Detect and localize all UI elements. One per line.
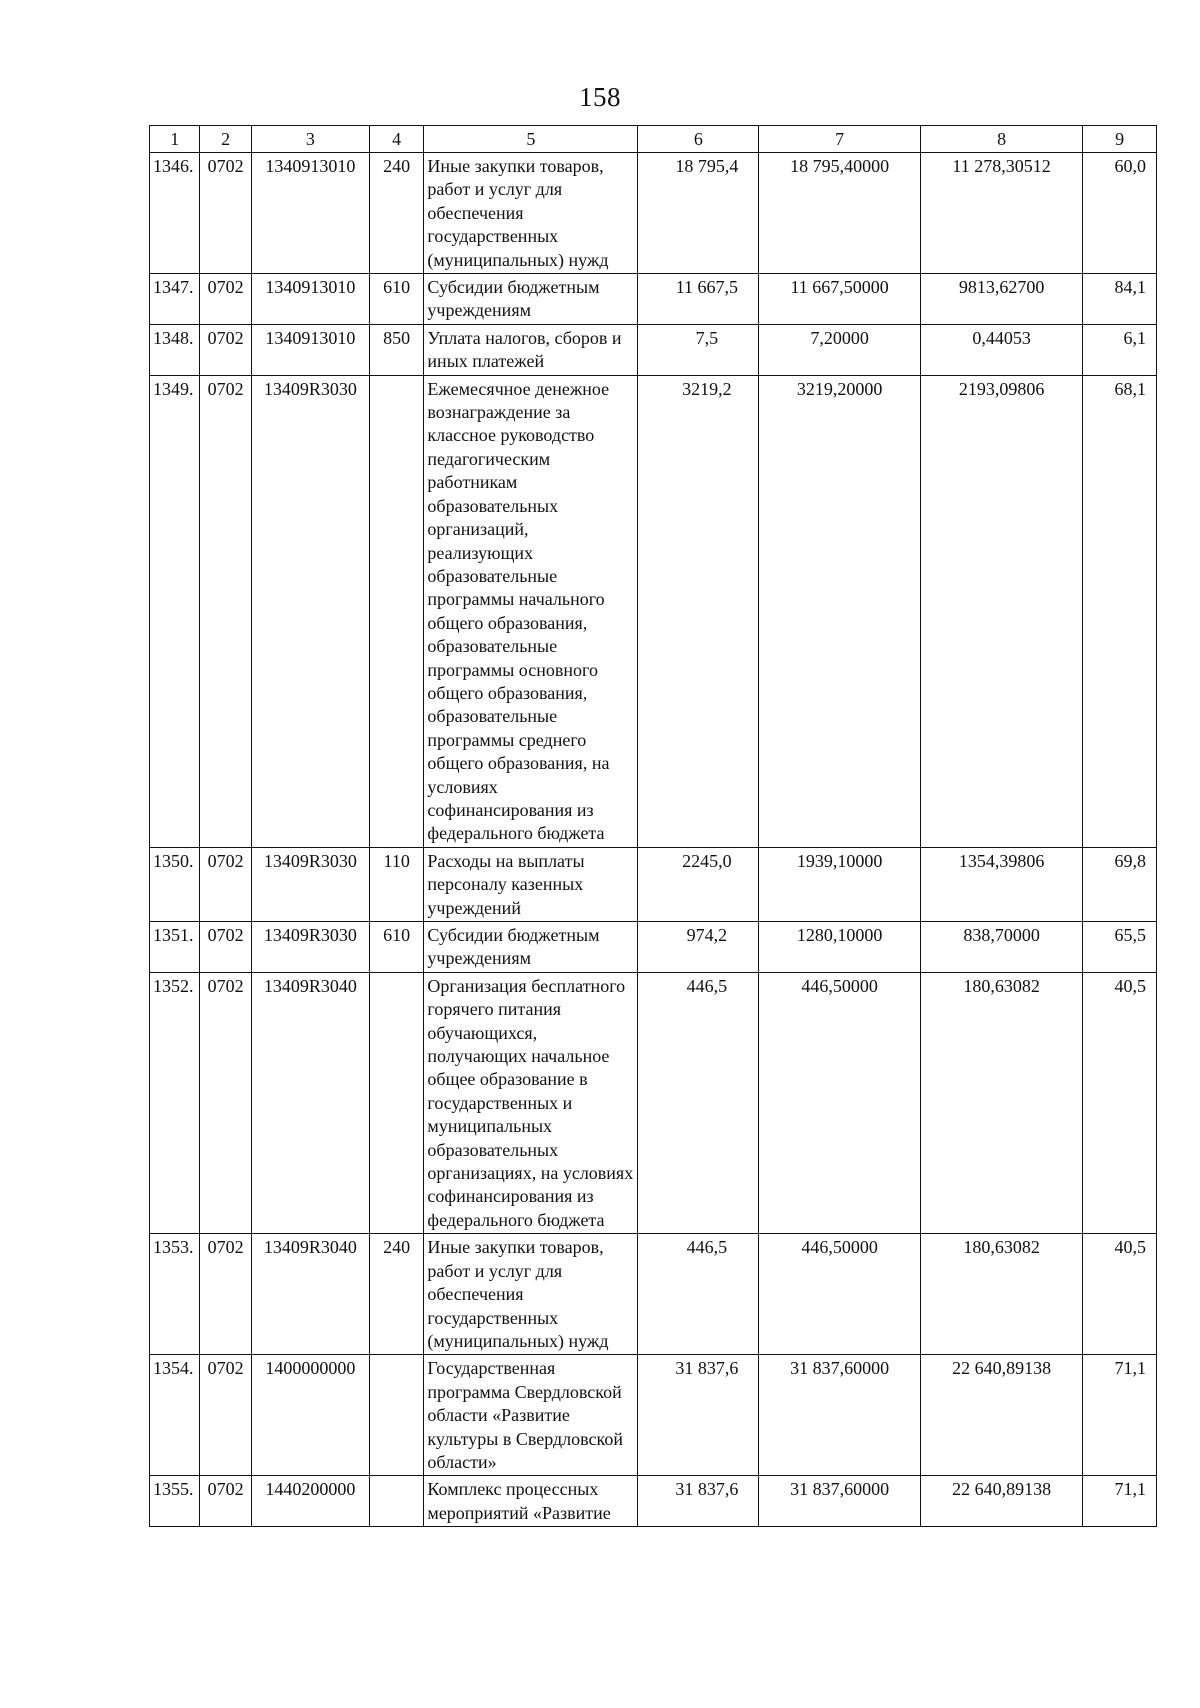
table-row xyxy=(150,847,1157,921)
amount-col8: 22 640,89138 xyxy=(920,1355,1082,1476)
expense-type-code xyxy=(369,1355,423,1476)
amount-col6: 2245,0 xyxy=(638,847,759,921)
amount-col8: 9813,62700 xyxy=(920,274,1082,325)
expense-type-code xyxy=(369,375,423,847)
row-number: 1354. xyxy=(150,1355,200,1476)
amount-col7: 11 667,50000 xyxy=(759,274,920,325)
column-header: 5 xyxy=(424,126,638,153)
amount-col8: 22 640,89138 xyxy=(920,1476,1082,1527)
row-number: 1346. xyxy=(150,153,200,274)
row-number: 1347. xyxy=(150,274,200,325)
item-description: Организация бесплатного горячего питания обучающихся, получающих начальное общее образование в государственных и муниципальных образовательных организациях, на условиях софинансирования из федерального бюджета xyxy=(424,972,638,1233)
amount-col7: 446,50000 xyxy=(759,1234,920,1355)
column-header: 8 xyxy=(920,126,1082,153)
amount-col7: 3219,20000 xyxy=(759,375,920,847)
column-header: 1 xyxy=(150,126,200,153)
expense-type-code xyxy=(369,1476,423,1527)
amount-col8: 838,70000 xyxy=(920,922,1082,973)
expense-type-code: 850 xyxy=(369,324,423,375)
section-code: 0702 xyxy=(200,847,251,921)
amount-col6: 11 667,5 xyxy=(638,274,759,325)
item-description: Уплата налогов, сборов и иных платежей xyxy=(424,324,638,375)
item-description: Комплекс процессных мероприятий «Развитие xyxy=(424,1476,638,1527)
section-code: 0702 xyxy=(200,324,251,375)
expense-type-code xyxy=(369,972,423,1233)
target-article-code: 1340913010 xyxy=(251,153,369,274)
column-header: 7 xyxy=(759,126,920,153)
amount-col7: 1280,10000 xyxy=(759,922,920,973)
table-row xyxy=(150,375,1157,847)
target-article-code: 13409R3030 xyxy=(251,847,369,921)
percent-col9: 84,1 xyxy=(1083,274,1157,325)
item-description: Расходы на выплаты персоналу казенных учреждений xyxy=(424,847,638,921)
column-header: 6 xyxy=(638,126,759,153)
percent-col9: 60,0 xyxy=(1083,153,1157,274)
page-number: 158 xyxy=(579,82,621,112)
amount-col8: 0,44053 xyxy=(920,324,1082,375)
expense-type-code: 240 xyxy=(369,1234,423,1355)
amount-col6: 446,5 xyxy=(638,1234,759,1355)
target-article-code: 1400000000 xyxy=(251,1355,369,1476)
amount-col6: 18 795,4 xyxy=(638,153,759,274)
amount-col8: 180,63082 xyxy=(920,972,1082,1233)
percent-col9: 71,1 xyxy=(1083,1355,1157,1476)
row-number: 1349. xyxy=(150,375,200,847)
target-article-code: 13409R3030 xyxy=(251,922,369,973)
amount-col6: 974,2 xyxy=(638,922,759,973)
amount-col6: 31 837,6 xyxy=(638,1476,759,1527)
table-row xyxy=(150,274,1157,325)
amount-col7: 1939,10000 xyxy=(759,847,920,921)
amount-col8: 180,63082 xyxy=(920,1234,1082,1355)
amount-col6: 446,5 xyxy=(638,972,759,1233)
item-description: Иные закупки товаров, работ и услуг для обеспечения государственных (муниципальных) нужд xyxy=(424,153,638,274)
amount-col6: 31 837,6 xyxy=(638,1355,759,1476)
percent-col9: 68,1 xyxy=(1083,375,1157,847)
section-code: 0702 xyxy=(200,1476,251,1527)
percent-col9: 71,1 xyxy=(1083,1476,1157,1527)
section-code: 0702 xyxy=(200,375,251,847)
item-description: Субсидии бюджетным учреждениям xyxy=(424,922,638,973)
section-code: 0702 xyxy=(200,1234,251,1355)
percent-col9: 6,1 xyxy=(1083,324,1157,375)
table-row xyxy=(150,1476,1157,1527)
amount-col8: 2193,09806 xyxy=(920,375,1082,847)
column-header: 4 xyxy=(369,126,423,153)
row-number: 1353. xyxy=(150,1234,200,1355)
amount-col6: 3219,2 xyxy=(638,375,759,847)
section-code: 0702 xyxy=(200,972,251,1233)
target-article-code: 13409R3040 xyxy=(251,972,369,1233)
table-row xyxy=(150,972,1157,1233)
amount-col7: 31 837,60000 xyxy=(759,1476,920,1527)
column-header: 3 xyxy=(251,126,369,153)
section-code: 0702 xyxy=(200,274,251,325)
table-header-row xyxy=(150,126,1157,153)
item-description: Иные закупки товаров, работ и услуг для обеспечения государственных (муниципальных) нужд xyxy=(424,1234,638,1355)
table-row xyxy=(150,1355,1157,1476)
amount-col8: 11 278,30512 xyxy=(920,153,1082,274)
amount-col7: 18 795,40000 xyxy=(759,153,920,274)
item-description: Государственная программа Свердловской области «Развитие культуры в Свердловской области» xyxy=(424,1355,638,1476)
row-number: 1350. xyxy=(150,847,200,921)
amount-col7: 446,50000 xyxy=(759,972,920,1233)
item-description: Субсидии бюджетным учреждениям xyxy=(424,274,638,325)
table-row xyxy=(150,153,1157,274)
table-row xyxy=(150,1234,1157,1355)
expense-type-code: 610 xyxy=(369,274,423,325)
target-article-code: 13409R3030 xyxy=(251,375,369,847)
expense-type-code: 110 xyxy=(369,847,423,921)
percent-col9: 40,5 xyxy=(1083,972,1157,1233)
row-number: 1351. xyxy=(150,922,200,973)
target-article-code: 1340913010 xyxy=(251,274,369,325)
target-article-code: 13409R3040 xyxy=(251,1234,369,1355)
item-description: Ежемесячное денежное вознаграждение за классное руководство педагогическим работникам образовательных организаций, реализующих образовательные программы начального общего образования, образовательные программы основного общего образования, образовательные программы среднего общего образования, на условиях софинансирования из федерального бюджета xyxy=(424,375,638,847)
table-row xyxy=(150,922,1157,973)
amount-col6: 7,5 xyxy=(638,324,759,375)
row-number: 1348. xyxy=(150,324,200,375)
expense-type-code: 240 xyxy=(369,153,423,274)
target-article-code: 1340913010 xyxy=(251,324,369,375)
expense-type-code: 610 xyxy=(369,922,423,973)
amount-col7: 31 837,60000 xyxy=(759,1355,920,1476)
percent-col9: 65,5 xyxy=(1083,922,1157,973)
budget-table xyxy=(149,125,1157,1527)
section-code: 0702 xyxy=(200,153,251,274)
percent-col9: 69,8 xyxy=(1083,847,1157,921)
section-code: 0702 xyxy=(200,1355,251,1476)
section-code: 0702 xyxy=(200,922,251,973)
column-header: 9 xyxy=(1083,126,1157,153)
column-header: 2 xyxy=(200,126,251,153)
target-article-code: 1440200000 xyxy=(251,1476,369,1527)
row-number: 1355. xyxy=(150,1476,200,1527)
percent-col9: 40,5 xyxy=(1083,1234,1157,1355)
amount-col8: 1354,39806 xyxy=(920,847,1082,921)
amount-col7: 7,20000 xyxy=(759,324,920,375)
row-number: 1352. xyxy=(150,972,200,1233)
table-row xyxy=(150,324,1157,375)
